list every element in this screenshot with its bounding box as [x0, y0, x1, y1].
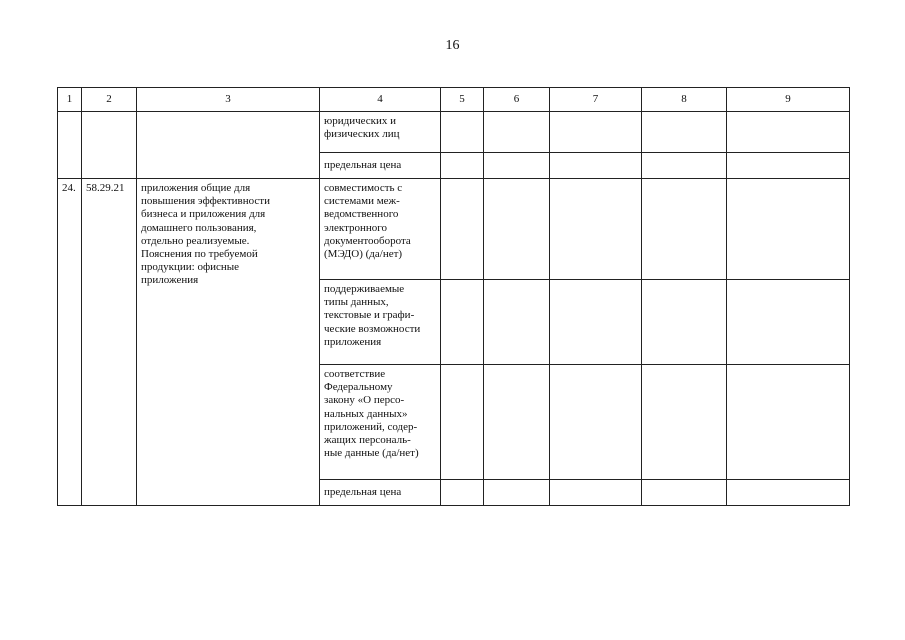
- page-number: 16: [445, 38, 460, 53]
- characteristic-legal-entities: юридических и физических лиц: [320, 112, 441, 153]
- cell-empty: [642, 153, 727, 179]
- cell-empty: [642, 365, 727, 480]
- header-col-6: 6: [484, 88, 550, 112]
- cell-empty: [484, 480, 550, 506]
- item-description: приложения общие для повышения эффективности бизнеса и приложения для домашнего пользования, отдельно реализуемые. Пояснения по требуемой продукции: офисные приложения: [137, 179, 320, 506]
- cell-empty: [441, 280, 484, 365]
- cell-empty: [441, 480, 484, 506]
- header-col-4: 4: [320, 88, 441, 112]
- header-col-5: 5: [441, 88, 484, 112]
- cell-empty: [484, 179, 550, 280]
- characteristic-personal-data: соответствие Федеральному закону «О персо- нальных данных» приложений, содер- жащих персональ- ные данные (да/нет): [320, 365, 441, 480]
- cell-empty: [550, 112, 642, 153]
- cell-empty: [550, 480, 642, 506]
- cell-empty: [727, 153, 850, 179]
- requirements-table: [57, 87, 850, 506]
- cell-empty: [642, 112, 727, 153]
- cell-empty: [82, 112, 137, 179]
- cell-empty: [642, 480, 727, 506]
- table-row: [58, 179, 850, 280]
- cell-empty: [550, 153, 642, 179]
- cell-empty: [642, 179, 727, 280]
- header-col-7: 7: [550, 88, 642, 112]
- item-number: 24.: [58, 179, 82, 506]
- header-col-2: 2: [82, 88, 137, 112]
- characteristic-max-price: предельная цена: [320, 153, 441, 179]
- characteristic-medo: совместимость с системами меж- ведомственного электронного документооборота (МЭДО) (да/нет): [320, 179, 441, 280]
- cell-empty: [550, 280, 642, 365]
- header-col-9: 9: [727, 88, 850, 112]
- cell-empty: [727, 480, 850, 506]
- cell-empty: [484, 280, 550, 365]
- cell-empty: [441, 179, 484, 280]
- header-col-8: 8: [642, 88, 727, 112]
- table-row: [58, 112, 850, 153]
- cell-empty: [727, 365, 850, 480]
- cell-empty: [727, 280, 850, 365]
- cell-empty: [727, 179, 850, 280]
- header-col-3: 3: [137, 88, 320, 112]
- cell-empty: [441, 153, 484, 179]
- cell-empty: [484, 112, 550, 153]
- cell-empty: [550, 365, 642, 480]
- cell-empty: [441, 112, 484, 153]
- cell-empty: [642, 280, 727, 365]
- characteristic-max-price: предельная цена: [320, 480, 441, 506]
- cell-empty: [137, 112, 320, 179]
- cell-empty: [441, 365, 484, 480]
- cell-empty: [484, 365, 550, 480]
- cell-empty: [484, 153, 550, 179]
- item-code: 58.29.21: [82, 179, 137, 506]
- characteristic-data-types: поддерживаемые типы данных, текстовые и графи- ческие возможности приложения: [320, 280, 441, 365]
- cell-empty: [58, 112, 82, 179]
- cell-empty: [550, 179, 642, 280]
- header-col-1: 1: [58, 88, 82, 112]
- header-row: [58, 88, 850, 112]
- cell-empty: [727, 112, 850, 153]
